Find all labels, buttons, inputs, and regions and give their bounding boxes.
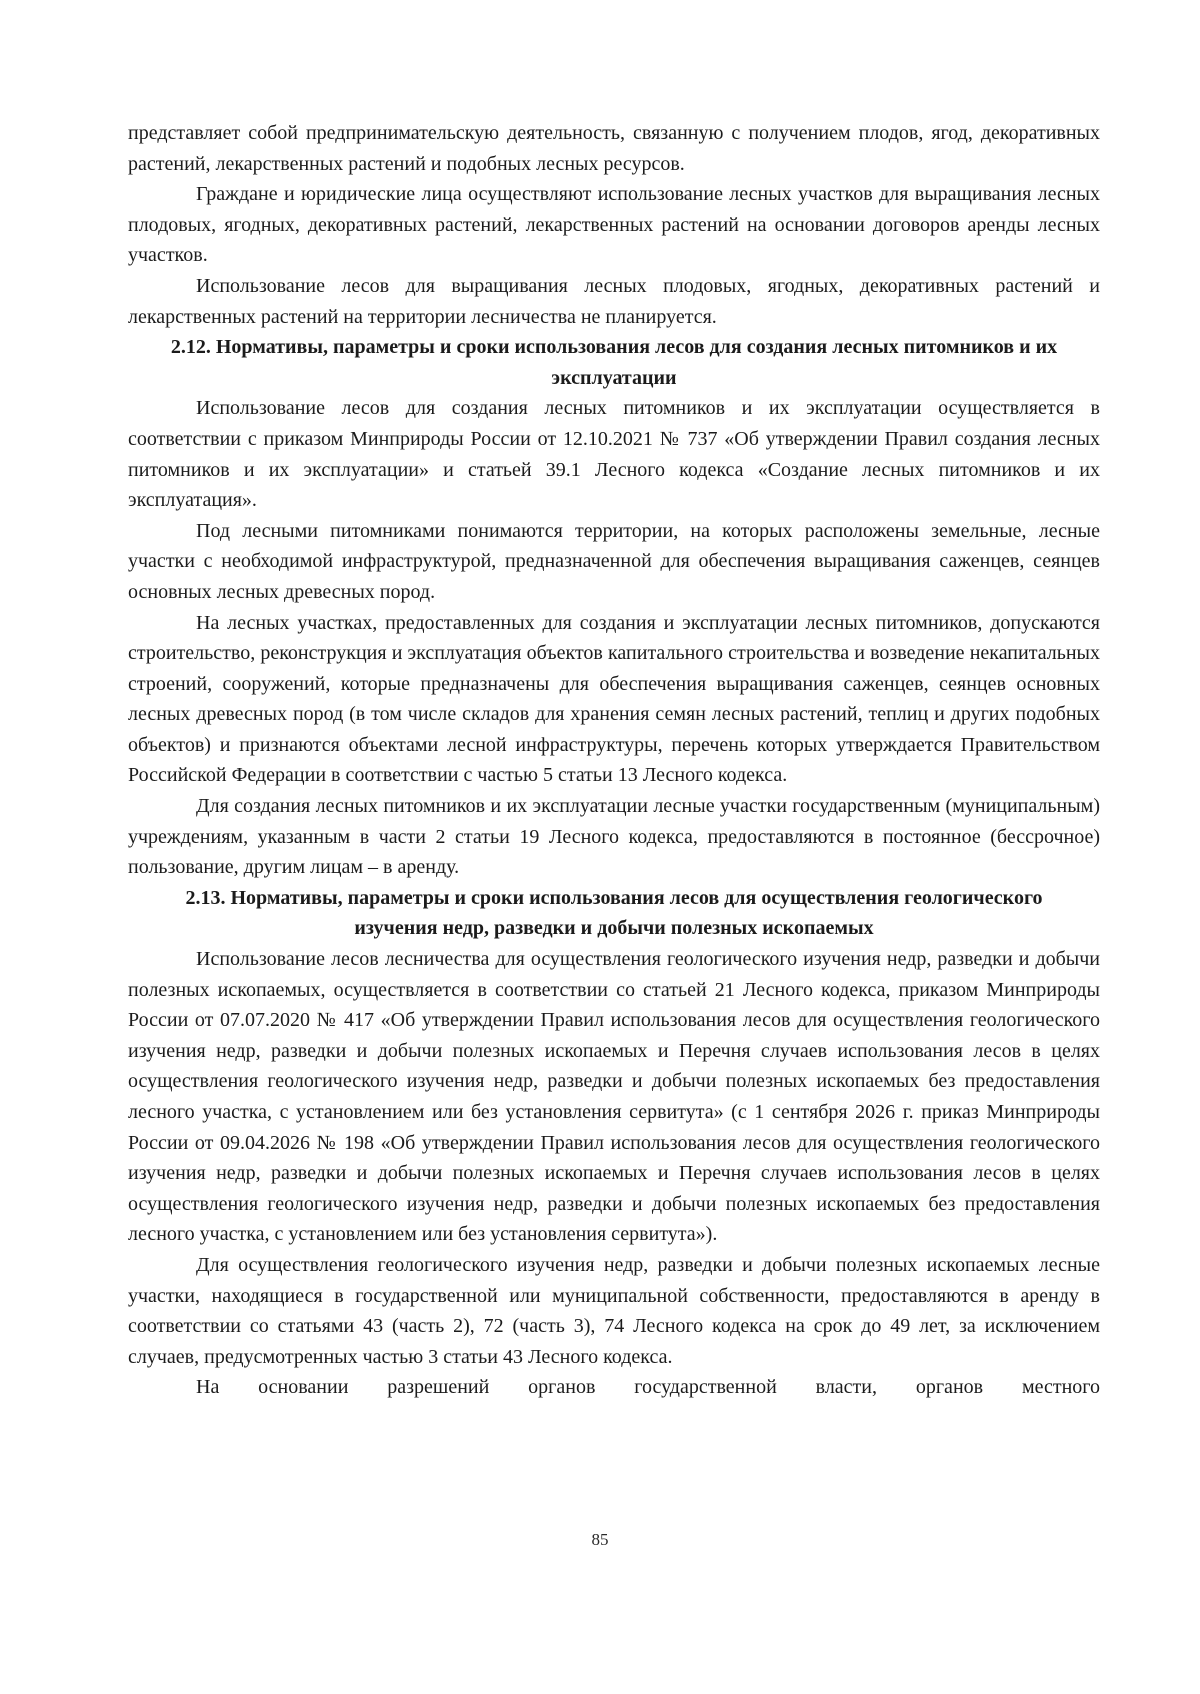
paragraph-nurseries-definition: Под лесными питомниками понимаются территории, на которых расположены земельные, лесные участки с необходимой инфраструктурой, предназначенной для обеспечения выращивания саженцев, сеянцев основных лесных древесных пород. [128, 519, 1100, 603]
paragraph-nurseries-construction: На лесных участках, предоставленных для создания и эксплуатации лесных питомников, допускаются строительство, реконструкция и эксплуатация объектов капитального строительства и возведение некапитальных строений, сооружений, которые предназначены для обеспечения выращивания саженцев, сеянцев основных лесных древесных пород (в том числе складов для хранения семян лесных растений, теплиц и других подобных объектов) и признаются объектами лесной инфраструктуры, перечень которых утверждается Правительством Российской Федерации в соответствии с частью 5 статьи 13 Лесного кодекса. [128, 611, 1100, 787]
document-page [128, 118, 1100, 1403]
section-heading-2-13: 2.13. Нормативы, параметры и сроки использования лесов для осуществления геологического изучения недр, разведки и добычи полезных ископаемых [185, 886, 1043, 940]
section-heading-2-12: 2.12. Нормативы, параметры и сроки использования лесов для создания лесных питомников и их эксплуатации [170, 336, 1058, 389]
paragraph-nurseries-order: Использование лесов для создания лесных питомников и их эксплуатации осуществляется в соответствии с приказом Минприроды России от 12.10.2021 № 737 «Об утверждении Правил создания лесных питомников и их эксплуатации» и статьей 39.1 Лесного кодекса «Создание лесных питомников и их эксплуатация». [128, 397, 1100, 512]
paragraph-not-planned: Использование лесов для выращивания лесных плодовых, ягодных, декоративных растений и лекарственных растений на территории лесничества не планируется. [128, 274, 1100, 328]
paragraph-continuation: представляет собой предпринимательскую деятельность, связанную с получением плодов, ягод, декоративных растений, лекарственных растений и подобных лесных ресурсов. [128, 122, 1100, 175]
paragraph-permits: На основании разрешений органов государственной власти, органов местного [196, 1376, 1100, 1399]
paragraph-geology-order: Использование лесов лесничества для осуществления геологического изучения недр, разведки и добычи полезных ископаемых, осуществляется в соответствии со статьей 21 Лесного кодекса, приказом Минприроды России от 07.07.2020 № 417 «Об утверждении Правил использования лесов для осуществления геологического изучения недр, разведки и добычи полезных ископаемых и Перечня случаев использования лесов в целях осуществления геологического изучения недр, разведки и добычи полезных ископаемых без предоставления лесного участка, с установлением или без установления сервитута» (с 1 сентября 2026 г. приказ Минприроды России от 09.04.2026 № 198 «Об утверждении Правил использования лесов для осуществления геологического изучения недр, разведки и добычи полезных ископаемых и Перечня случаев использования лесов в целях осуществления геологического изучения недр, разведки и добычи полезных ископаемых без предоставления лесного участка, с установлением или без установления сервитута»). [128, 948, 1100, 1246]
paragraph-citizens: Граждане и юридические лица осуществляют использование лесных участков для выращивания лесных плодовых, ягодных, декоративных растений, лекарственных растений на основании договоров аренды лесных участков. [128, 183, 1100, 267]
page-number: 85 [591, 1530, 609, 1549]
paragraph-geology-lease: Для осуществления геологического изучения недр, разведки и добычи полезных ископаемых лесные участки, находящиеся в государственной или муниципальной собственности, предоставляются в аренду в соответствии со статьями 43 (часть 2), 72 (часть 3), 74 Лесного кодекса на срок до 49 лет, за исключением случаев, предусмотренных частью 3 статьи 43 Лесного кодекса. [128, 1253, 1100, 1368]
paragraph-nurseries-provision: Для создания лесных питомников и их эксплуатации лесные участки государственным (муниципальным) учреждениям, указанным в части 2 статьи 19 Лесного кодекса, предоставляются в постоянное (бессрочное) пользование, другим лицам – в аренду. [128, 795, 1100, 879]
